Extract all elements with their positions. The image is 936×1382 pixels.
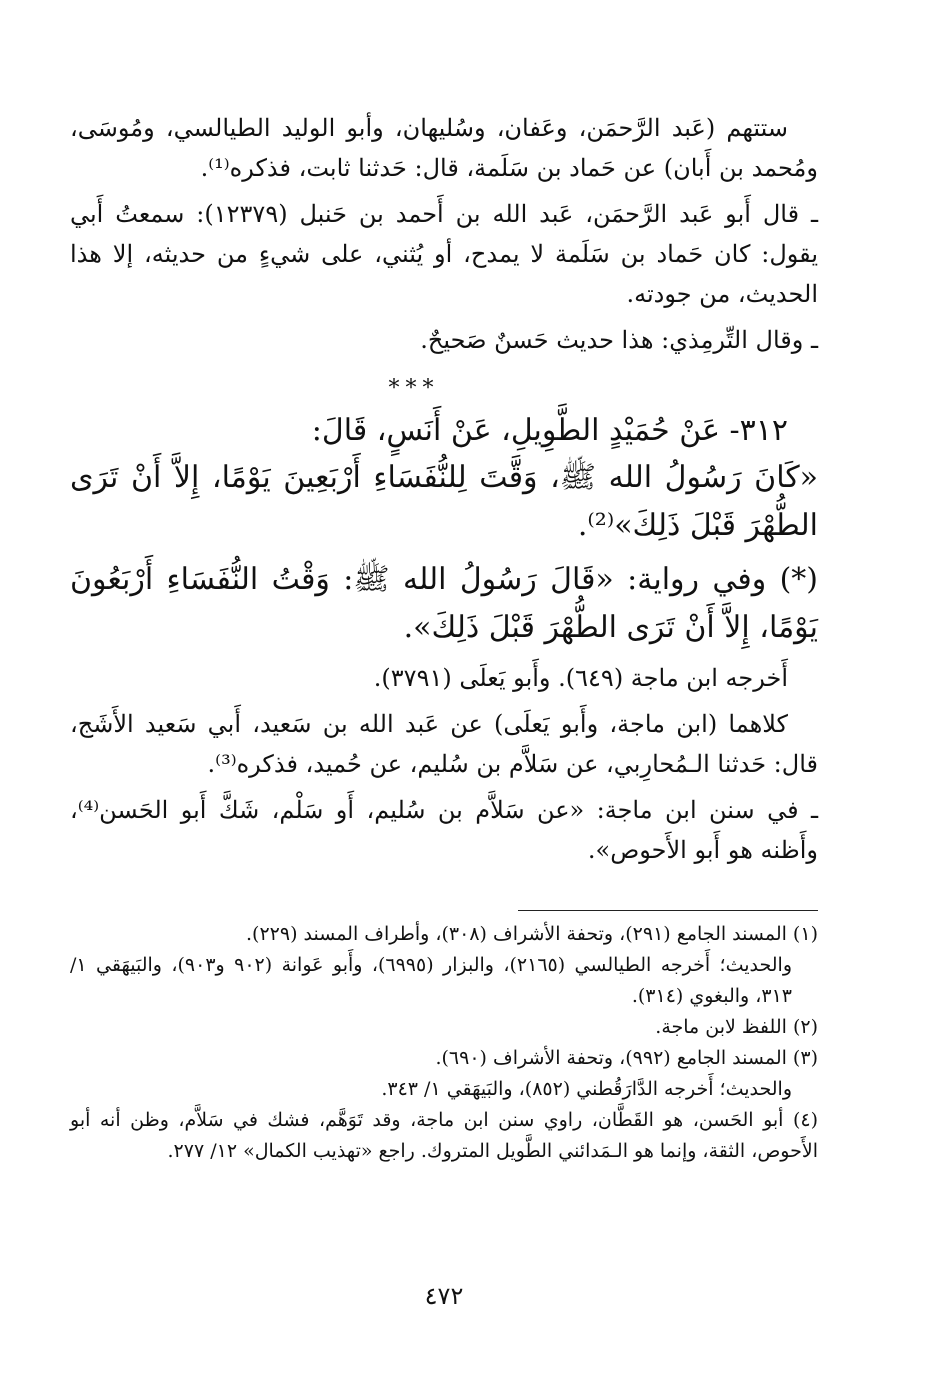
page-number: ٤٧٢: [424, 1282, 464, 1310]
footnote-1: (١) المسند الجامع (٢٩١)، وتحفة الأشراف (٣٠٨)، وأطراف المسند (٢٢٩).: [246, 923, 818, 945]
hadith-alternate-narration: (*) وفي رواية: «قَالَ رَسُولُ الله ﷺ: وَقْتُ النُّفَسَاءِ أَرْبَعُونَ يَوْمًا، إِلاَّ أَنْ تَرَى الطُّهْرَ قَبْلَ ذَلِكَ».: [70, 562, 818, 645]
paragraph-chain: ستتهم (عَبد الرَّحمَن، وعَفان، وسُليهان، وأبو الوليد الطيالسي، ومُوسَى، ومُحمد بن أَبان) عن حَماد بن سَلَمة، قال: حَدثنا ثابت، فذكره⁽¹⁾.: [70, 114, 818, 182]
footnote-2: (٢) اللفظ لابن ماجة.: [655, 1016, 818, 1038]
hadith-text: «كَانَ رَسُولُ الله ﷺ، وَقَّتَ لِلنُّفَسَاءِ أَرْبَعِينَ يَوْمًا، إِلاَّ أَنْ تَرَى الطُّهْرَ قَبْلَ ذَلِكَ»⁽²⁾.: [70, 460, 818, 543]
paragraph-both-narrators: كلاهما (ابن ماجة، وأَبو يَعلَى) عن عَبد الله بن سَعيد، أَبي سَعيد الأَشَج، قال: حَدثنا الـمُحارِبي، عن سَلاَّم بن سُليم، عن حُميد، فذكره⁽³⁾.: [70, 710, 818, 778]
hadith-heading: ٣١٢- عَنْ حُمَيْدٍ الطَّوِيلِ، عَنْ أَنَسٍ، قَالَ:: [311, 413, 788, 448]
page-body: [70, 108, 818, 1342]
paragraph-ahmad-quote: ـ قال أَبو عَبد الرَّحمَن، عَبد الله بن أَحمد بن حَنبل (١٢٣٧٩): سمعتُ أَبي يقول: كان حَماد بن سَلَمة لا يمدح، أو يُثني، على شيءٍ من حديثه، إلا هذا الحديث، من جودته.: [70, 200, 818, 308]
footnote-1-continued: والحديث؛ أَخرجه الطيالسي (٢١٦٥)، والبزار (٦٩٩٥)، وأَبو عَوانة (٩٠٢ و٩٠٣)، والبَيهَقي ١/ ٣١٣، والبغوي (٣١٤).: [70, 954, 793, 1007]
footnote-3-continued: والحديث؛ أَخرجه الدَّارَقُطني (٨٥٢)، والبَيهَقي ١/ ٣٤٣.: [381, 1078, 792, 1100]
footnote-separator: [518, 910, 818, 911]
footnote-4: (٤) أبو الحَسن، هو القَطَّان، راوي سنن ابن ماجة، وقد تَوَهَّم، فشك في سَلاَّم، وظن أنه أبو الأَحوص، الثقة، وإنما هو الـمَدائني الطَّويل المتروك. راجع «تهذيب الكمال» ١٢/ ٢٧٧.: [70, 1109, 818, 1162]
footnotes: [70, 919, 818, 1167]
section-divider-stars: ***: [388, 376, 440, 401]
paragraph-sunan-note: ـ في سنن ابن ماجة: «عن سَلاَّم بن سُليم، أَو سَلْم، شَكَّ أَبو الحَسن⁽⁴⁾، وأَظنه هو أَبو الأَحوص».: [70, 796, 818, 864]
paragraph-takhrij: أَخرجه ابن ماجة (٦٤٩). وأَبو يَعلَى (٣٧٩١).: [373, 664, 788, 692]
footnote-3: (٣) المسند الجامع (٩٩٢)، وتحفة الأشراف (٦٩٠).: [435, 1047, 818, 1069]
main-text: [70, 108, 818, 870]
paragraph-tirmidhi: ـ وقال التِّرمِذي: هذا حديث حَسنٌ صَحيحٌ.: [420, 326, 818, 354]
